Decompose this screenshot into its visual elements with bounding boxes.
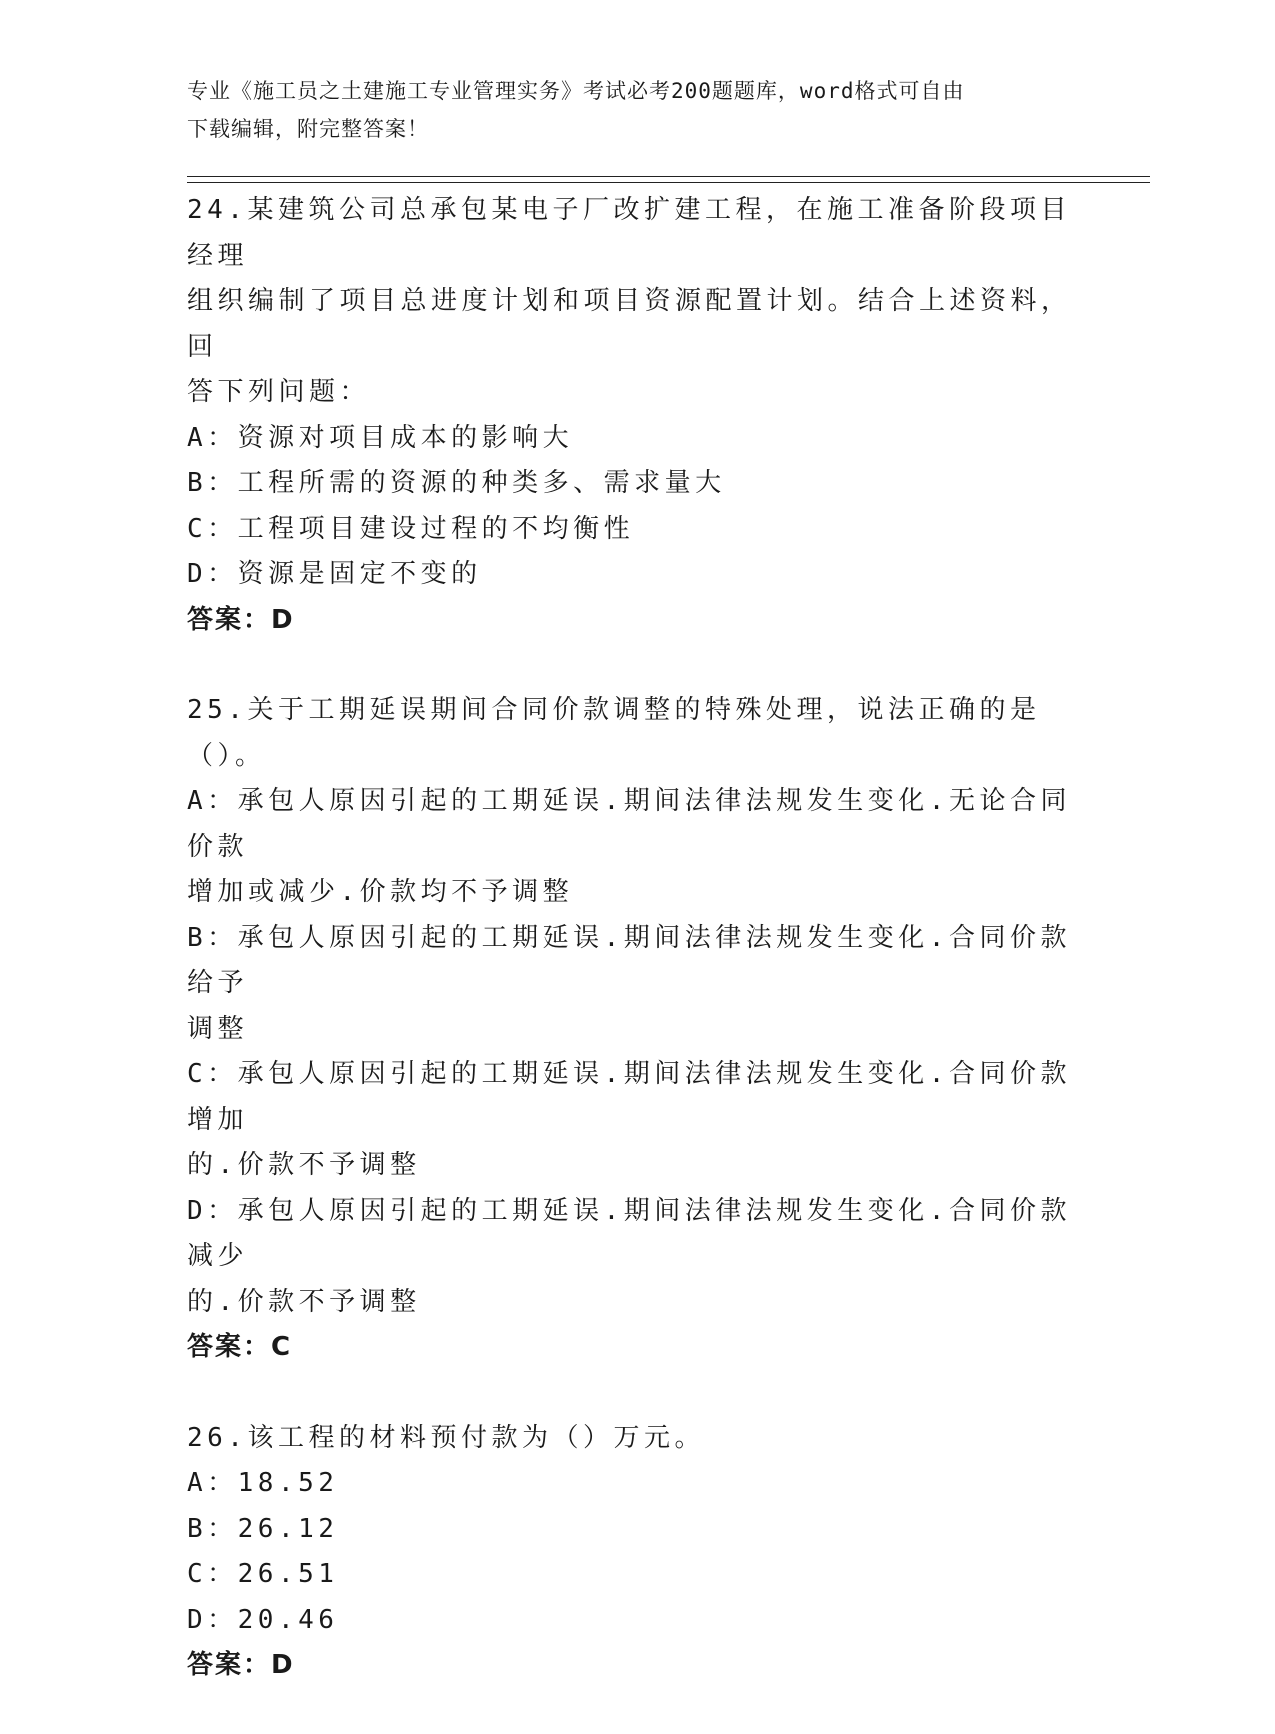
header-divider-top	[187, 176, 1150, 177]
option-a: A：资源对项目成本的影响大	[187, 422, 574, 453]
header-line-2: 下载编辑，附完整答案！	[187, 117, 429, 141]
option-c: C：承包人原因引起的工期延误.期间法律法规发生变化.合同价款增加	[187, 1059, 1071, 1135]
question-stem-line: 24.某建筑公司总承包某电子厂改扩建工程，在施工准备阶段项目经理	[187, 195, 1071, 271]
option-b: B：工程所需的资源的种类多、需求量大	[187, 468, 726, 498]
option-c: C：工程项目建设过程的不均衡性	[187, 513, 635, 544]
answer-label: 答案：D	[187, 1650, 295, 1680]
option-b: B：承包人原因引起的工期延误.期间法律法规发生变化.合同价款给予	[187, 922, 1071, 998]
option-a: A：18.52	[187, 1468, 339, 1498]
option-d: D：承包人原因引起的工期延误.期间法律法规发生变化.合同价款减少	[187, 1195, 1071, 1271]
document-header	[187, 72, 1087, 148]
option-b-continued: 调整	[187, 1013, 249, 1044]
question-25	[187, 688, 1087, 1371]
question-26	[187, 1416, 1087, 1689]
option-d: D：资源是固定不变的	[187, 559, 482, 589]
question-stem-line: 25.关于工期延误期间合同价款调整的特殊处理，说法正确的是（）。	[187, 695, 1041, 771]
answer-label: 答案：C	[187, 1332, 293, 1362]
question-stem-line: 组织编制了项目总进度计划和项目资源配置计划。结合上述资料，回	[187, 286, 1072, 362]
question-list	[187, 188, 1087, 1734]
option-a-continued: 增加或减少.价款均不予调整	[187, 877, 574, 907]
option-c: C：26.51	[187, 1559, 339, 1589]
option-d: D：20.46	[187, 1604, 339, 1635]
option-c-continued: 的.价款不予调整	[187, 1150, 421, 1180]
question-24	[187, 188, 1087, 643]
question-stem-line: 答下列问题：	[187, 377, 371, 407]
option-b: B：26.12	[187, 1513, 339, 1544]
header-divider-bottom	[187, 182, 1150, 183]
header-line-1: 专业《施工员之土建施工专业管理实务》考试必考200题题库，word格式可自由	[187, 79, 965, 103]
option-d-continued: 的.价款不予调整	[187, 1286, 421, 1317]
question-stem-line: 26.该工程的材料预付款为（）万元。	[187, 1422, 705, 1453]
answer-label: 答案：D	[187, 604, 295, 635]
option-a: A：承包人原因引起的工期延误.期间法律法规发生变化.无论合同价款	[187, 786, 1071, 862]
